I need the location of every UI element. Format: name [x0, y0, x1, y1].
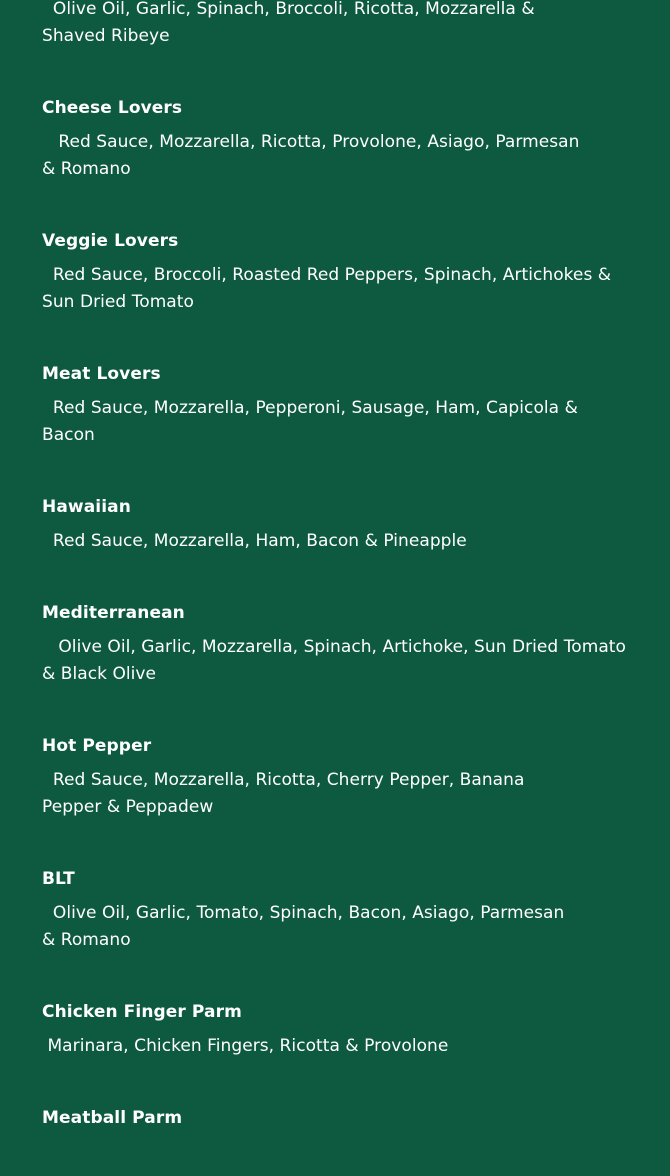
menu-item-description: Red Sauce, Broccoli, Roasted Red Peppers, Spinach, Artichokes & Sun Dried Tomato — [42, 265, 617, 312]
menu-item-name: Hot Pepper — [42, 736, 152, 756]
menu-item-description: Red Sauce, Mozzarella, Ricotta, Cherry Pepper, Banana Pepper & Peppadew — [42, 770, 530, 817]
menu-item-description: Red Sauce, Mozzarella, Ricotta, Provolone, Asiago, Parmesan & Romano — [42, 132, 585, 179]
menu-item-name: Cheese Lovers — [42, 98, 183, 118]
menu-item-name: Meat Lovers — [42, 364, 161, 384]
menu-item — [42, 735, 632, 821]
menu-item-name: Mediterranean — [42, 603, 185, 623]
menu-item — [42, 97, 632, 183]
menu-item-description: Olive Oil, Garlic, Mozzarella, Spinach, Artichoke, Sun Dried Tomato & Black Olive — [42, 637, 632, 684]
menu-item-name: Veggie Lovers — [42, 231, 179, 251]
menu-item — [42, 868, 632, 954]
menu-item-description: Red Sauce, Mozzarella, Pepperoni, Sausage, Ham, Capicola & Bacon — [42, 398, 584, 445]
menu-item-name: Chicken Finger Parm — [42, 1002, 242, 1022]
menu-item — [42, 230, 632, 316]
menu-item-name: Meatball Parm — [42, 1108, 183, 1128]
menu-item-description: Olive Oil, Garlic, Tomato, Spinach, Bacon, Asiago, Parmesan & Romano — [42, 903, 570, 950]
menu-item — [42, 363, 632, 449]
menu-item-name: BLT — [42, 869, 75, 889]
menu-item-description: Marinara, Chicken Fingers, Ricotta & Provolone — [42, 1036, 449, 1056]
pizza-menu-list — [42, 0, 632, 1176]
menu-item-description: Olive Oil, Garlic, Spinach, Broccoli, Ricotta, Mozzarella & Shaved Ribeye — [42, 0, 541, 46]
menu-item — [42, 1001, 632, 1060]
menu-item — [42, 0, 632, 50]
menu-item — [42, 1107, 632, 1129]
menu-item-description: Red Sauce, Mozzarella, Ham, Bacon & Pineapple — [42, 531, 467, 551]
menu-item — [42, 496, 632, 555]
menu-item — [42, 602, 632, 688]
menu-item-name: Hawaiian — [42, 497, 131, 517]
